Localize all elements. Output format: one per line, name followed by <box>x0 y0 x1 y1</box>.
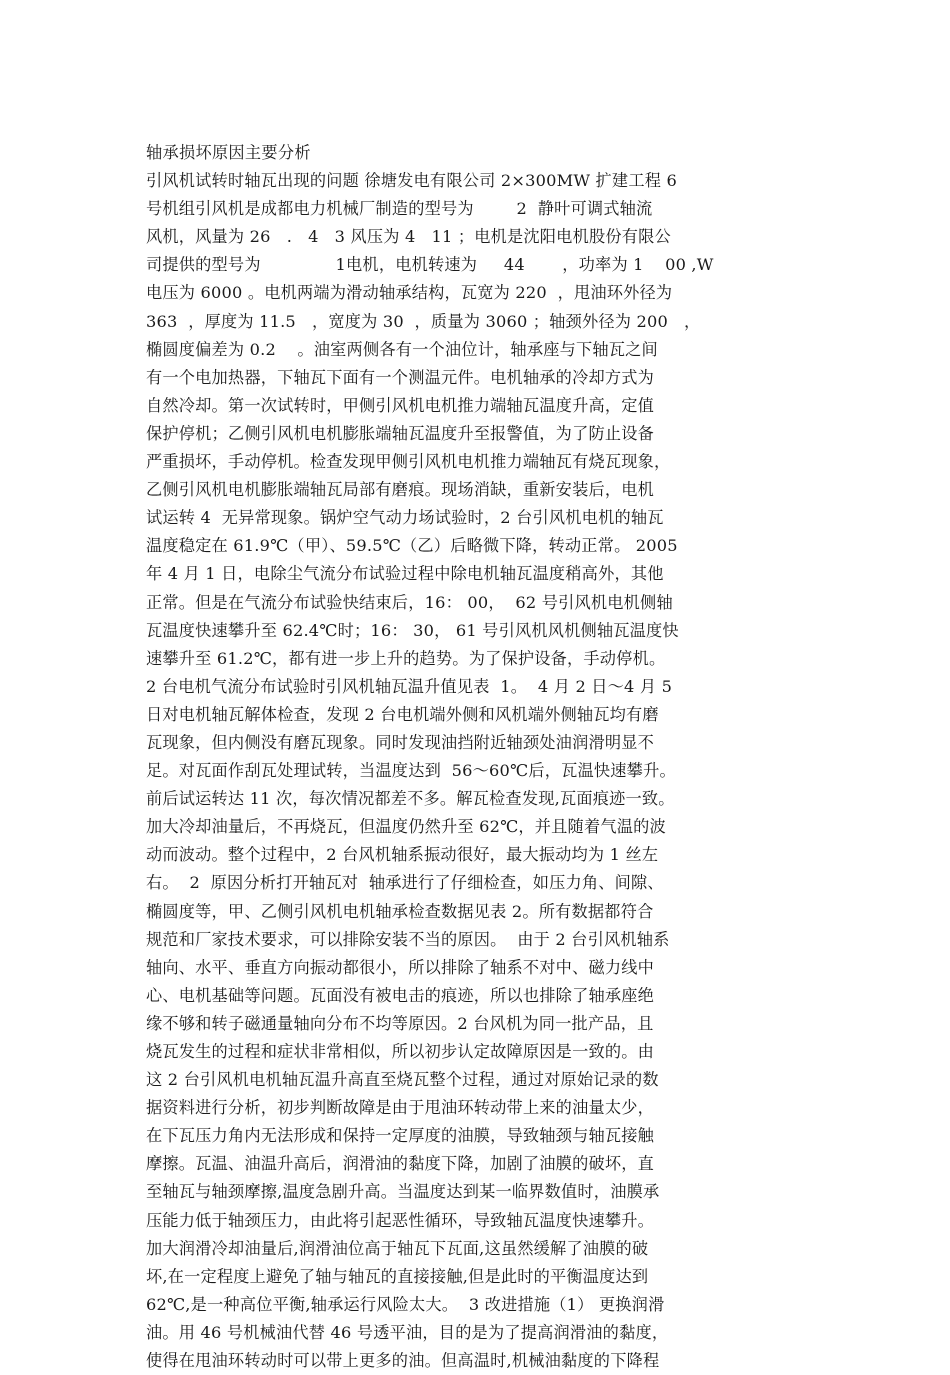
text-line: 年 4 月 1 日，电除尘气流分布试验过程中除电机轴瓦温度稍高外，其他 <box>146 564 664 584</box>
text-line: 自然冷却。第一次试转时，甲侧引风机电机推力端轴瓦温度升高，定值 <box>146 395 655 415</box>
text-line: 有一个电加热器，下轴瓦下面有一个测温元件。电机轴承的冷却方式为 <box>146 367 655 387</box>
text-line: 严重损坏，手动停机。检查发现甲侧引风机电机推力端轴瓦有烧瓦现象， <box>146 452 671 472</box>
text-line: 这 2 台引风机电机轴瓦温升高直至烧瓦整个过程，通过对原始记录的数 <box>146 1070 659 1090</box>
text-line: 62℃,是一种高位平衡,轴承运行风险太大。 3 改进措施（1） 更换润滑 <box>146 1294 665 1314</box>
text-line: 前后试运转达 11 次，每次情况都差不多。解瓦检查发现,瓦面痕迹一致。 <box>146 789 675 809</box>
text-line: 乙侧引风机电机膨胀端轴瓦局部有磨痕。现场消缺，重新安装后，电机 <box>146 480 655 500</box>
text-line: 瓦温度快速攀升至 62.4℃时；16： 30， 61 号引风机风机侧轴瓦温度快 <box>146 620 679 640</box>
text-line: 坏,在一定程度上避免了轴与轴瓦的直接接触,但是此时的平衡温度达到 <box>146 1266 649 1286</box>
text-line: 右。 2 原因分析打开轴瓦对 轴承进行了仔细检查，如压力角、间隙、 <box>146 873 664 893</box>
text-line: 2 台电机气流分布试验时引风机轴瓦温升值见表 1。 4 月 2 日～4 月 5 <box>146 676 673 696</box>
text-line: 动而波动。整个过程中，2 台风机轴系振动很好，最大振动均为 1 丝左 <box>146 845 659 865</box>
text-line: 加大冷却油量后，不再烧瓦，但温度仍然升至 62℃，并且随着气温的波 <box>146 817 666 837</box>
text-line: 司提供的型号为 1电机，电机转速为 44 ，功率为 1 00 ,W <box>146 255 714 275</box>
text-line: 号机组引风机是成都电力机械厂制造的型号为 2 静叶可调式轴流 <box>146 199 653 219</box>
text-line: 日对电机轴瓦解体检查，发现 2 台电机端外侧和风机端外侧轴瓦均有磨 <box>146 704 659 724</box>
text-line: 缘不够和转子磁通量轴向分布不均等原因。2 台风机为同一批产品，且 <box>146 1013 654 1033</box>
text-line: 363 ，厚度为 11.5 ，宽度为 30 ，质量为 3060 ；轴颈外径为 200 ， <box>146 311 701 331</box>
text-line: 油。用 46 号机械油代替 46 号透平油，目的是为了提高润滑油的黏度， <box>146 1322 669 1342</box>
text-line: 保护停机；乙侧引风机电机膨胀端轴瓦温度升至报警值，为了防止设备 <box>146 423 655 443</box>
text-line: 烧瓦发生的过程和症状非常相似，所以初步认定故障原因是一致的。由 <box>146 1042 655 1061</box>
text-line: 心、电机基础等问题。瓦面没有被电击的痕迹，所以也排除了轴承座绝 <box>146 985 655 1005</box>
text-line: 轴向、水平、垂直方向振动都很小，所以排除了轴系不对中、磁力线中 <box>146 957 655 977</box>
text-line: 电压为 6000 。电机两端为滑动轴承结构，瓦宽为 220 ，甩油环外径为 <box>146 283 673 303</box>
text-line: 足。对瓦面作刮瓦处理试转，当温度达到 56～60℃后，瓦温快速攀升。 <box>146 761 676 781</box>
text-line: 瓦现象，但内侧没有磨瓦现象。同时发现油挡附近轴颈处油润滑明显不 <box>146 732 655 752</box>
text-line: 加大润滑冷却油量后,润滑油位高于轴瓦下瓦面,这虽然缓解了油膜的破 <box>146 1238 649 1258</box>
text-line: 正常。但是在气流分布试验快结束后，16： 00， 62 号引风机电机侧轴 <box>146 592 673 612</box>
text-line: 据资料进行分析，初步判断故障是由于甩油环转动带上来的油量太少， <box>146 1098 655 1118</box>
text-line: 速攀升至 61.2℃，都有进一步上升的趋势。为了保护设备，手动停机。 <box>146 648 666 668</box>
text-line: 引风机试转时轴瓦出现的问题 徐塘发电有限公司 2×300MW 扩建工程 6 <box>146 171 677 191</box>
document-body <box>146 139 756 1375</box>
text-line: 椭圆度等，甲、乙侧引风机电机轴承检查数据见表 2。所有数据都符合 <box>146 901 654 921</box>
text-line: 摩擦。瓦温、油温升高后，润滑油的黏度下降，加剧了油膜的破坏，直 <box>146 1154 655 1174</box>
text-line: 在下瓦压力角内无法形成和保持一定厚度的油膜，导致轴颈与轴瓦接触 <box>146 1126 655 1146</box>
document-title: 轴承损坏原因主要分析 <box>146 143 311 162</box>
text-line: 温度稳定在 61.9℃（甲）、59.5℃（乙）后略微下降，转动正常。 2005 <box>146 536 678 556</box>
text-line: 试运转 4 无异常现象。锅炉空气动力场试验时，2 台引风机电机的轴瓦 <box>146 508 664 528</box>
text-line: 椭圆度偏差为 0.2 。油室两侧各有一个油位计，轴承座与下轴瓦之间 <box>146 339 658 359</box>
text-line: 使得在甩油环转动时可以带上更多的油。但高温时,机械油黏度的下降程 <box>146 1351 660 1371</box>
text-line: 至轴瓦与轴颈摩擦,温度急剧升高。当温度达到某一临界数值时，油膜承 <box>146 1182 660 1202</box>
text-line: 规范和厂家技术要求，可以排除安装不当的原因。 由于 2 台引风机轴系 <box>146 929 670 949</box>
text-line: 压能力低于轴颈压力，由此将引起恶性循环，导致轴瓦温度快速攀升。 <box>146 1210 655 1230</box>
text-line: 风机，风量为 26 . 4 3 风压为 4 11 ；电机是沈阳电机股份有限公 <box>146 227 671 247</box>
